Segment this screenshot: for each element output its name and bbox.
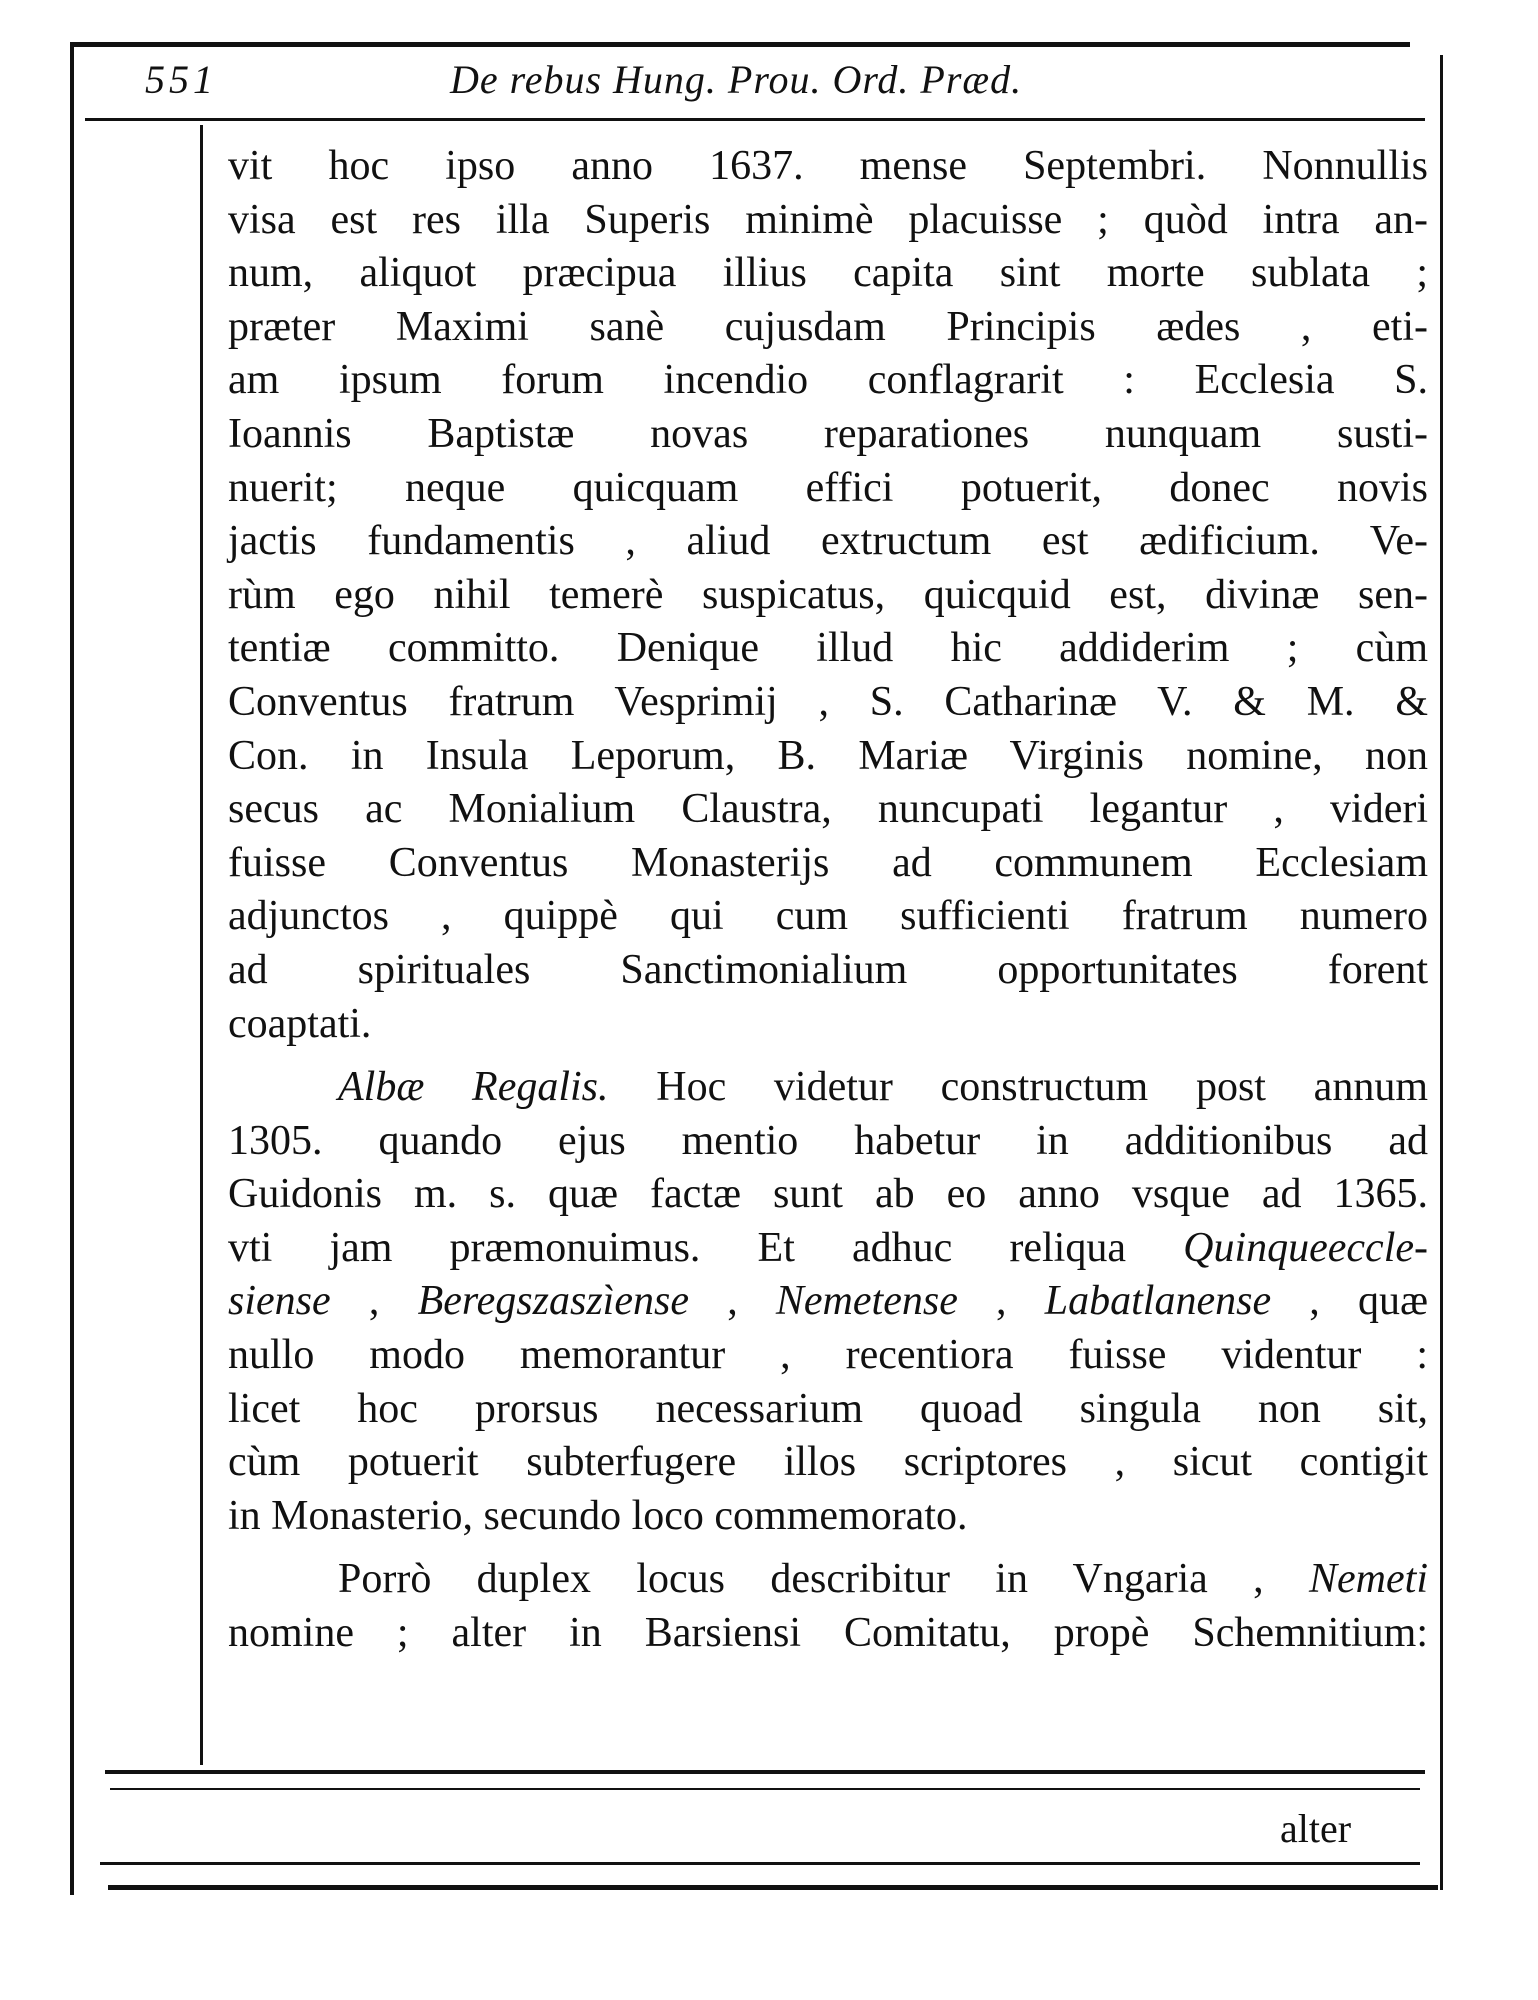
- text-line: tentiæ committo. Denique illud hic addiderim ; cùm: [228, 625, 1428, 672]
- text-line: nomine ; alter in Barsiensi Comitatu, propè Schemnitium:: [228, 1610, 1428, 1657]
- text-fragment: Porrò duplex locus describitur in Vngaria ,: [338, 1556, 1310, 1603]
- top-inner-rule: [85, 118, 1425, 121]
- text-line: nuerit; neque quicquam effici potuerit, donec novis: [228, 464, 1428, 511]
- text-line: in Monasterio, secundo loco commemorato.: [228, 1492, 968, 1539]
- left-inner-rule: [200, 125, 203, 1765]
- foot-rule-2: [108, 1885, 1438, 1890]
- text-line: Guidonis m. s. quæ factæ sunt ab eo anno vsque ad 1365.: [228, 1171, 1428, 1218]
- folio-number: 551: [145, 57, 217, 102]
- catchword: alter: [1280, 1806, 1352, 1851]
- text-line: fuisse Conventus Monasterijs ad communem Ecclesiam: [228, 839, 1428, 886]
- italic-placename: Labatlanense: [1044, 1278, 1272, 1325]
- text-fragment: Hoc videtur constructum post annum: [608, 1064, 1428, 1111]
- italic-placename: siense: [228, 1278, 331, 1325]
- text-line: præter Maximi sanè cujusdam Principis ædes , eti-: [228, 303, 1428, 350]
- text-fragment: vti jam præmonuimus. Et adhuc reliqua: [228, 1224, 1184, 1271]
- text-line: adjunctos , quippè qui cum sufficienti fratrum numero: [228, 893, 1428, 940]
- text-line: licet hoc prorsus necessarium quoad singula non sit,: [228, 1385, 1428, 1432]
- text-line: num, aliquot præcipua illius capita sint morte sublata ;: [228, 250, 1428, 297]
- text-line: cùm potuerit subterfugere illos scriptores , sicut contigit: [228, 1439, 1428, 1486]
- italic-placename: Quinqueeccle-: [1183, 1224, 1428, 1271]
- text-line: siense , Beregszaszìense , Nemetense , Labatlanense , quæ: [228, 1278, 1429, 1325]
- text-line: visa est res illa Superis minimè placuisse ; quòd intra an-: [228, 196, 1428, 243]
- top-outer-rule: [70, 42, 1410, 47]
- running-title: De rebus Hung. Prou. Ord. Præd.: [450, 57, 1023, 102]
- text-line: jactis fundamentis , aliud extructum est ædificium. Ve-: [228, 518, 1428, 565]
- place-heading: Albæ Regalis.: [338, 1064, 609, 1111]
- text-line: Con. in Insula Leporum, B. Mariæ Virginis nomine, non: [228, 732, 1428, 779]
- bottom-rule-2: [110, 1788, 1420, 1790]
- bottom-rule-1: [105, 1770, 1425, 1774]
- left-outer-rule: [70, 45, 74, 1895]
- text-fragment: quæ: [1358, 1278, 1429, 1325]
- text-line: ad spirituales Sanctimonialium opportunitates forent: [228, 946, 1428, 993]
- text-line: 1305. quando ejus mentio habetur in additionibus ad: [228, 1117, 1428, 1164]
- text-line: vit hoc ipso anno 1637. mense Septembri. Nonnullis: [228, 143, 1428, 189]
- text-line: [228, 1553, 1428, 1607]
- italic-placename: Nemetense: [775, 1278, 958, 1325]
- text-line: coaptati.: [228, 1000, 372, 1047]
- text-line: secus ac Monialium Claustra, nuncupati legantur , videri: [228, 786, 1428, 833]
- right-outer-rule: [1440, 55, 1443, 1890]
- text-line: [228, 1061, 1428, 1115]
- italic-placename: Beregszaszìense: [417, 1278, 689, 1325]
- text-line: rùm ego nihil temerè suspicatus, quicquid est, divinæ sen-: [228, 571, 1428, 618]
- text-line: Conventus fratrum Vesprimij , S. Catharinæ V. & M. &: [228, 678, 1428, 725]
- text-line: Ioannis Baptistæ novas reparationes nunquam susti-: [228, 410, 1428, 457]
- text-line: nullo modo memorantur , recentiora fuisse videntur :: [228, 1332, 1428, 1379]
- italic-placename: Nemeti: [1309, 1556, 1428, 1603]
- page-header: [140, 52, 1400, 112]
- foot-rule-1: [100, 1862, 1420, 1865]
- body-text: [228, 140, 1428, 1661]
- text-line: [228, 1222, 1428, 1276]
- text-line: am ipsum forum incendio conflagrarit : Ecclesia S.: [228, 357, 1428, 404]
